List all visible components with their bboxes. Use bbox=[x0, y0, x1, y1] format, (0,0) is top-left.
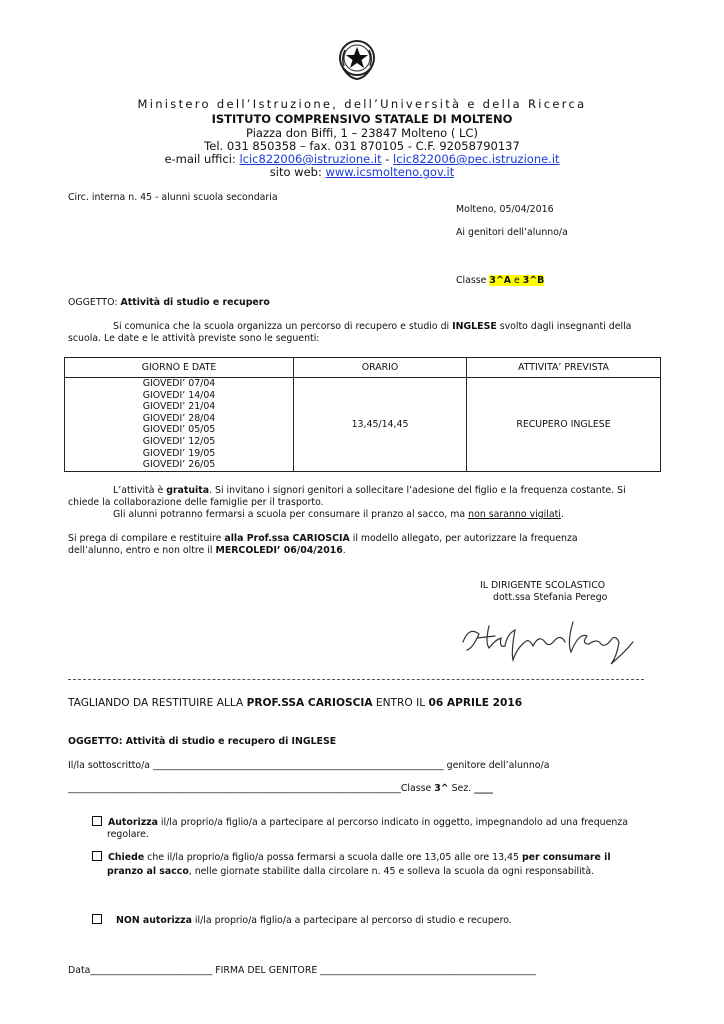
lunch-line bbox=[113, 509, 564, 521]
slip-oggetto: OGGETTO: Attività di studio e recupero di INGLESE bbox=[68, 736, 337, 747]
classe-label: Classe bbox=[456, 275, 490, 286]
checkbox-autorizza[interactable] bbox=[92, 816, 102, 826]
slip-title-text: TAGLIANDO DA RESTITUIRE ALLA bbox=[68, 697, 247, 709]
slip-title-prof: PROF.SSA CARIOSCIA bbox=[246, 697, 373, 709]
option-autorizza-cont: regolare. bbox=[107, 829, 149, 840]
request-deadline-text: dell’alunno, entro e non oltre il bbox=[68, 545, 216, 556]
school-website bbox=[0, 166, 724, 179]
table-header-cell: GIORNO E DATE bbox=[65, 358, 294, 378]
non-autorizza-label: NON autorizza bbox=[116, 915, 192, 926]
data-field[interactable]: __________________________ bbox=[90, 965, 213, 976]
classe-and: e bbox=[511, 275, 523, 286]
slip-title-date: 06 APRILE 2016 bbox=[428, 697, 523, 709]
date-item: GIOVEDI’ 14/04 bbox=[142, 389, 216, 401]
date-item: GIOVEDI’ 26/05 bbox=[142, 459, 216, 471]
oggetto-line bbox=[68, 297, 270, 309]
schedule-table bbox=[64, 357, 661, 472]
oggetto-label: OGGETTO: bbox=[68, 297, 121, 308]
email-link-pec[interactable]: lcic822006@pec.istruzione.it bbox=[393, 152, 560, 166]
request-line-1 bbox=[68, 533, 655, 545]
free-line-2: chiede la collaborazione delle famiglie per il trasporto. bbox=[68, 497, 324, 508]
chiede-bold-cont: pranzo al sacco bbox=[107, 866, 189, 877]
firma-label: FIRMA DEL GENITORE bbox=[212, 965, 321, 976]
classe-value: 3^ bbox=[434, 783, 449, 794]
checkbox-non-autorizza[interactable] bbox=[92, 914, 102, 924]
signature-role: IL DIRIGENTE SCOLASTICO bbox=[480, 580, 606, 591]
lunch-underlined: non saranno vigilati bbox=[468, 509, 561, 520]
school-name: ISTITUTO COMPRENSIVO STATALE DI MOLTENO bbox=[211, 112, 513, 126]
circ-number: Circ. interna n. 45 - alunni scuola secondaria bbox=[68, 192, 278, 203]
request-end: . bbox=[342, 545, 346, 556]
firma-field[interactable]: ______________________________________________ bbox=[320, 965, 536, 976]
website-label: sito web: bbox=[269, 165, 326, 179]
place-date: Molteno, 05/04/2016 bbox=[456, 204, 554, 215]
slip-line-parent bbox=[68, 760, 549, 772]
email-separator: - bbox=[381, 152, 394, 166]
classe-label: Classe bbox=[400, 783, 435, 794]
free-line-1 bbox=[113, 485, 626, 497]
student-name-field[interactable]: _______________________________________________________________________ bbox=[68, 783, 401, 794]
option-autorizza bbox=[92, 816, 662, 829]
table-header-cell: ATTIVITA’ PREVISTA bbox=[467, 358, 661, 378]
slip-title bbox=[68, 697, 522, 710]
date-item: GIOVEDI’ 21/04 bbox=[142, 401, 216, 413]
signature-name: dott.ssa Stefania Perego bbox=[493, 592, 608, 603]
republic-emblem-icon bbox=[337, 38, 377, 82]
free-text-end: . Si invitano i signori genitori a sollecitare l’adesione del figlio e la frequenza costante. Si bbox=[209, 485, 626, 496]
cut-line bbox=[68, 679, 644, 680]
intro-subject: INGLESE bbox=[452, 321, 497, 332]
dates-cell bbox=[65, 378, 294, 472]
slip-title-entro: ENTRO IL bbox=[372, 697, 429, 709]
chiede-text: che il/la proprio/a figlio/a possa fermarsi a scuola dalle ore 13,05 alle ore 13,45 bbox=[144, 852, 522, 863]
intro-text-end: svolto dagli insegnanti della bbox=[496, 321, 632, 332]
date-item: GIOVEDI’ 12/05 bbox=[142, 435, 216, 447]
date-item: GIOVEDI’ 05/05 bbox=[142, 424, 216, 436]
request-line-2 bbox=[68, 545, 346, 557]
table-header-cell: ORARIO bbox=[294, 358, 467, 378]
sezione-field[interactable]: ____ bbox=[474, 783, 493, 794]
website-link[interactable]: www.icsmolteno.gov.it bbox=[325, 165, 455, 179]
intro-line-1 bbox=[113, 321, 631, 333]
free-bold: gratuita bbox=[166, 485, 210, 496]
option-chiede-cont bbox=[107, 866, 594, 878]
request-deadline: MERCOLEDI’ 06/04/2016 bbox=[215, 545, 343, 556]
school-address: Piazza don Biffi, 1 – 23847 Molteno ( LC) bbox=[246, 126, 478, 140]
request-text-end: il modello allegato, per autorizzare la frequenza bbox=[349, 533, 578, 544]
parent-label: Il/la sottoscritto/a bbox=[68, 760, 154, 771]
table-header-row bbox=[65, 358, 661, 378]
chiede-bold: per consumare il bbox=[521, 852, 611, 863]
email-link-istruzione[interactable]: lcic822006@istruzione.it bbox=[239, 152, 382, 166]
recipients: Ai genitori dell’alunno/a bbox=[456, 227, 568, 238]
sezione-label: Sez. bbox=[448, 783, 475, 794]
slip-footer bbox=[68, 965, 536, 977]
data-label: Data bbox=[68, 965, 91, 976]
slip-line-student bbox=[68, 783, 493, 795]
date-item: GIOVEDI’ 19/05 bbox=[142, 447, 216, 459]
date-item: GIOVEDI’ 07/04 bbox=[142, 378, 216, 389]
option-chiede bbox=[92, 851, 662, 864]
email-label: e-mail uffici: bbox=[164, 152, 240, 166]
oggetto-text: Attività di studio e recupero bbox=[120, 297, 270, 308]
autorizza-label: Autorizza bbox=[108, 817, 158, 828]
ministry-name: Ministero dell’Istruzione, dell’Università e della Ricerca bbox=[137, 97, 587, 111]
chiede-label: Chiede bbox=[108, 852, 145, 863]
option-non-autorizza bbox=[92, 914, 512, 927]
classe-a: 3^A bbox=[489, 275, 512, 286]
date-item: GIOVEDI’ 28/04 bbox=[142, 412, 216, 424]
request-bold: alla Prof.ssa CARIOSCIA bbox=[224, 533, 350, 544]
school-phone: Tel. 031 850358 – fax. 031 870105 - C.F. 92058790137 bbox=[204, 139, 520, 153]
handwritten-signature-icon bbox=[455, 612, 645, 670]
orario-cell: 13,45/14,45 bbox=[294, 378, 467, 472]
request-text: Si prega di compilare e restituire bbox=[68, 533, 225, 544]
attivita-cell: RECUPERO INGLESE bbox=[467, 378, 661, 472]
lunch-end: . bbox=[560, 509, 564, 520]
autorizza-text: il/la proprio/a figlio/a a partecipare al percorso indicato in oggetto, impegnandolo ad una frequenza bbox=[157, 817, 628, 828]
intro-text: Si comunica che la scuola organizza un percorso di recupero e studio di bbox=[113, 321, 453, 332]
parent-name-field[interactable]: ______________________________________________________________ bbox=[153, 760, 444, 771]
lunch-text: Gli alunni potranno fermarsi a scuola per consumare il pranzo al sacco, ma bbox=[113, 509, 469, 520]
intro-line-2: scuola. Le date e le attività previste sono le seguenti: bbox=[68, 333, 320, 344]
checkbox-chiede[interactable] bbox=[92, 851, 102, 861]
classe-line bbox=[456, 275, 544, 287]
table-row bbox=[65, 378, 661, 472]
chiede-text-end: , nelle giornate stabilite dalla circolare n. 45 e solleva la scuola da ogni responsabilità. bbox=[188, 866, 595, 877]
non-autorizza-text: il/la proprio/a figlio/a a partecipare al percorso di studio e recupero. bbox=[191, 915, 512, 926]
student-label: genitore dell’alunno/a bbox=[443, 760, 550, 771]
free-text: L’attività è bbox=[113, 485, 167, 496]
classe-b: 3^B bbox=[522, 275, 545, 286]
